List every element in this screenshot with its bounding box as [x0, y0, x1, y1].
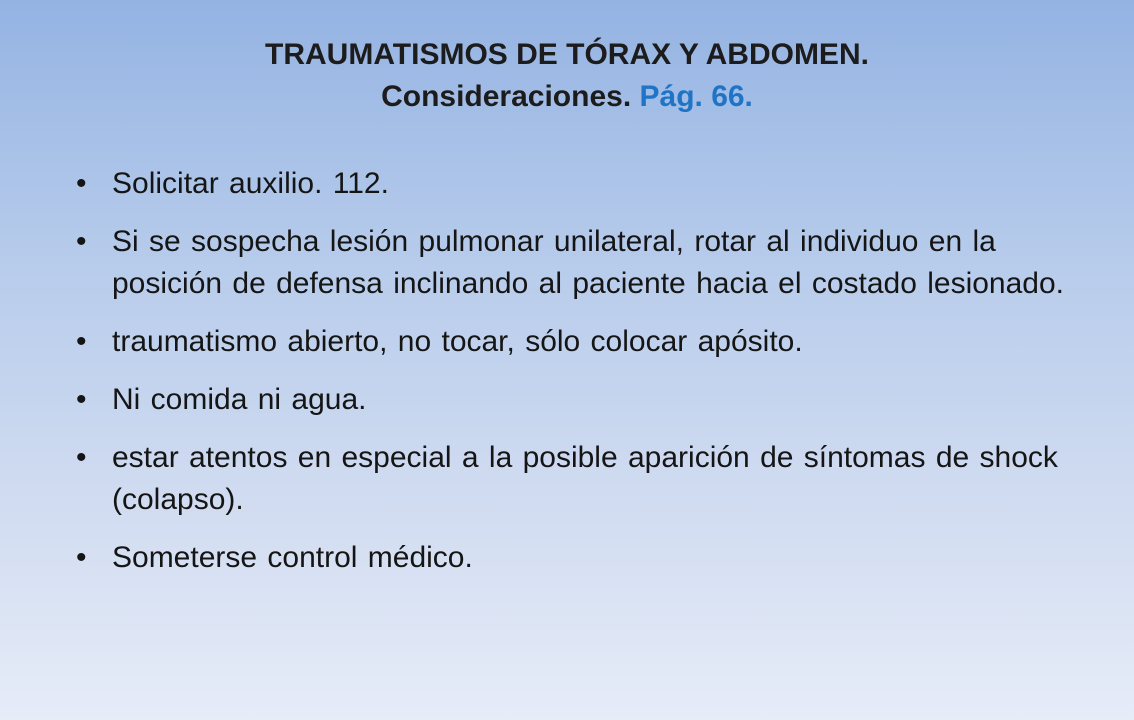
bullet-text: Ni comida ni agua. [112, 383, 367, 416]
bullet-marker: • [76, 383, 87, 416]
bullet-text: Someterse control médico. [112, 541, 473, 574]
bullet-text: traumatismo abierto, no tocar, sólo colocar apósito. [112, 325, 803, 358]
bullet-item [76, 379, 1086, 421]
bullet-item [76, 163, 1086, 205]
bullet-marker: • [76, 325, 87, 358]
bullet-marker: • [76, 225, 87, 258]
bullet-text: Si se sospecha lesión pulmonar unilateral, rotar al individuo en la posición de defensa inclinando al paciente hacia el costado lesionado. [112, 225, 1064, 300]
bullet-marker: • [76, 167, 87, 200]
slide-title [0, 34, 1134, 118]
bullet-item [76, 537, 1086, 579]
bullet-marker: • [76, 541, 87, 574]
bullet-text: estar atentos en especial a la posible aparición de síntomas de shock (colapso). [112, 441, 1058, 516]
bullet-text: Solicitar auxilio. 112. [112, 167, 389, 200]
title-main: TRAUMATISMOS DE TÓRAX Y ABDOMEN. [265, 38, 869, 71]
bullet-list [76, 163, 1086, 595]
bullet-item [76, 321, 1086, 363]
bullet-marker: • [76, 441, 87, 474]
bullet-item [76, 437, 1086, 521]
bullet-item [76, 221, 1086, 305]
title-subtitle: Consideraciones. [381, 80, 632, 113]
title-page-reference: Pág. 66. [639, 80, 753, 113]
title-second-line [0, 76, 1134, 118]
